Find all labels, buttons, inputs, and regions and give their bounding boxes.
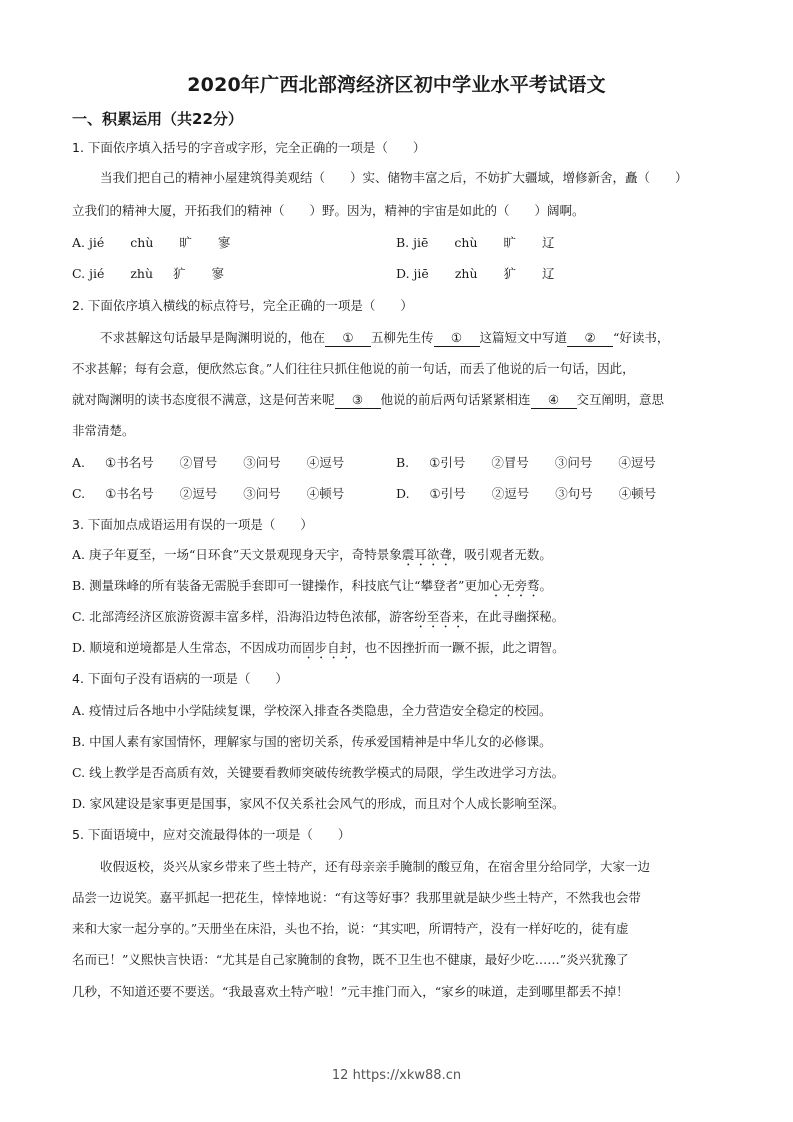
- question-1-stem: 1. 下面依序填入括号的字音或字形，完全正确的一项是（ ）: [72, 140, 426, 155]
- question-2-option-c[interactable]: [72, 486, 344, 502]
- question-2-passage-line-1: [100, 330, 669, 347]
- option-item: 犷: [173, 266, 186, 281]
- option-item: ③句号: [555, 486, 593, 501]
- option-item: chù: [454, 235, 478, 250]
- question-4-stem: 4. 下面句子没有语病的一项是（ ）: [72, 671, 288, 686]
- question-4-option-b[interactable]: [72, 734, 552, 750]
- blank-3: ③: [335, 392, 381, 409]
- option-item: 辽: [542, 235, 555, 250]
- option-label: B.: [72, 734, 86, 749]
- passage-text: 就对陶渊明的读书态度很不满意，这是何苦来呢: [72, 392, 335, 407]
- question-3-option-b[interactable]: [72, 578, 552, 600]
- option-text: 顺境和逆境都是人生常态，不因成功而: [89, 640, 303, 655]
- option-item: ①书名号: [105, 486, 154, 501]
- option-item: ①引号: [429, 455, 466, 470]
- option-item: 犷: [503, 266, 516, 281]
- option-text: ，在此寻幽探秘。: [464, 609, 565, 624]
- document-title: 2020年广西北部湾经济区初中学业水平考试语文: [187, 74, 606, 96]
- option-label: C.: [72, 765, 86, 780]
- option-label: D.: [72, 796, 86, 811]
- question-2-option-b[interactable]: [396, 455, 656, 471]
- option-item: ③问号: [554, 455, 593, 470]
- option-label: A.: [72, 703, 86, 718]
- option-item: 旷: [179, 235, 192, 250]
- question-2-passage-line-2: 不求甚解；每有会意，便欣然忘食。”人们往往只抓住他说的前一句话，而丢了他说的后一句话，因此，: [72, 361, 635, 376]
- option-text: 测量珠峰的所有装备无需脱手套即可一键操作，科技底气让“攀登者”更加: [89, 578, 490, 593]
- option-item: ②冒号: [491, 455, 529, 470]
- question-1-option-b[interactable]: [396, 235, 555, 251]
- option-label: A.: [72, 455, 86, 470]
- option-text: ，吸引观者无数。: [451, 547, 552, 562]
- option-label: A.: [72, 547, 86, 562]
- dotted-idiom: 纷至沓来: [414, 609, 465, 624]
- option-text: 。: [539, 578, 552, 593]
- option-text: 家风建设是家事更是国事，家风不仅关系社会风气的形成，而且对个人成长影响至深。: [89, 796, 565, 811]
- option-item: ④顿号: [618, 486, 657, 501]
- passage-text: 五柳先生传: [371, 330, 434, 345]
- option-item: ②逗号: [491, 486, 530, 501]
- question-5-passage-line-1: 收假返校，炎兴从家乡带来了些土特产，还有母亲亲手腌制的酸豆角，在宿舍里分给同学，大家一边: [100, 859, 651, 874]
- option-label: A.: [72, 235, 86, 250]
- option-item: 旷: [503, 235, 517, 250]
- option-item: jiē: [413, 235, 429, 250]
- option-item: ③问号: [243, 486, 281, 501]
- dotted-idiom: 心无旁骛: [489, 578, 540, 593]
- option-item: jiē: [413, 266, 429, 281]
- option-text: 庚子年夏至，一场“日环食”天文景观现身天宇，奇特景象: [89, 547, 402, 562]
- option-text: ，也不因挫折而一蹶不振，此之谓智。: [352, 640, 565, 655]
- option-item: ①引号: [429, 486, 466, 501]
- question-5-passage-line-4: 名而已！”义熙快言快语：“尤其是自己家腌制的食物，既不卫生也不健康，最好少吃……”炎兴犹豫了: [72, 952, 629, 967]
- question-4-option-c[interactable]: [72, 765, 564, 781]
- question-2-passage-line-3: [72, 392, 664, 409]
- section-heading: 一、积累运用（共22分）: [72, 110, 243, 128]
- blank-4: ④: [531, 392, 577, 409]
- passage-text: 他说的前后两句话紧紧相连: [380, 392, 531, 407]
- option-item: ③问号: [243, 455, 281, 470]
- option-label: D.: [396, 266, 410, 281]
- option-item: ④顿号: [306, 486, 345, 501]
- question-3-option-d[interactable]: [72, 640, 565, 662]
- option-text: 中国人素有家国情怀，理解家与国的密切关系，传承爱国精神是中华儿女的必修课。: [89, 734, 552, 749]
- option-label: C.: [72, 266, 86, 281]
- question-1-option-a[interactable]: [72, 235, 230, 251]
- dotted-idiom: 固步自封: [302, 640, 353, 655]
- blank-2: ②: [567, 330, 613, 347]
- passage-text: 交互阐明，意思: [576, 392, 665, 407]
- question-4-option-d[interactable]: [72, 796, 565, 812]
- option-item: jié: [89, 266, 105, 281]
- question-5-stem: 5. 下面语境中，应对交流最得体的一项是（ ）: [72, 827, 351, 842]
- option-text: 线上教学是否高质有效，关键要看教师突破传统教学模式的局限，学生改进学习方法。: [89, 765, 565, 780]
- question-2-stem: 2. 下面依序填入横线的标点符号，完全正确的一项是（ ）: [72, 298, 413, 313]
- option-label: C.: [72, 486, 86, 501]
- dotted-idiom: 震耳欲聋: [401, 547, 452, 562]
- question-5-passage-line-2: 品尝一边说笑。嘉平抓起一把花生，悻悻地说：“有这等好事？我那里就是缺少些土特产，不然我也会带: [72, 890, 641, 905]
- question-3-stem: 3. 下面加点成语运用有误的一项是（ ）: [72, 517, 313, 532]
- option-item: zhù: [130, 266, 154, 281]
- option-item: 寥: [217, 235, 231, 250]
- question-3-option-a[interactable]: [72, 547, 552, 569]
- option-item: 寥: [211, 266, 225, 281]
- blank-1: ①: [325, 330, 371, 347]
- option-label: C.: [72, 609, 86, 624]
- option-label: B.: [396, 235, 410, 250]
- option-text: 疫情过后各地中小学陆续复课，学校深入排查各类隐患，全力营造安全稳定的校园。: [89, 703, 552, 718]
- question-5-passage-line-5: 几秒，不知道还要不要送。“我最喜欢土特产啦！”元丰推门而入，“家乡的味道，走到哪里都丢不掉！: [72, 984, 629, 999]
- question-5-passage-line-3: 来和大家一起分享的。”天册坐在床沿，头也不抬，说：“其实吧，所谓特产，没有一样好吃的，徒有虚: [72, 921, 629, 936]
- passage-text: 不求甚解这句话最早是陶渊明说的，他在: [100, 330, 326, 345]
- option-label: B.: [396, 455, 410, 470]
- option-item: chù: [130, 235, 154, 250]
- option-label: D.: [396, 486, 410, 501]
- option-item: 辽: [541, 266, 555, 281]
- option-item: ②冒号: [179, 455, 218, 470]
- option-label: D.: [72, 640, 86, 655]
- question-1-option-c[interactable]: [72, 266, 224, 282]
- question-2-option-d[interactable]: [396, 486, 656, 502]
- option-label: B.: [72, 578, 86, 593]
- option-item: ④逗号: [306, 455, 345, 470]
- question-1-option-d[interactable]: [396, 266, 555, 282]
- option-item: jié: [89, 235, 105, 250]
- option-text: 北部湾经济区旅游资源丰富多样，沿海沿边特色浓郁，游客: [89, 609, 415, 624]
- passage-text: 这篇短文中写道: [479, 330, 568, 345]
- option-item: ②逗号: [179, 486, 218, 501]
- question-2-passage-line-4: 非常清楚。: [72, 423, 135, 438]
- passage-text: “好读书，: [613, 330, 670, 345]
- question-4-option-a[interactable]: [72, 703, 552, 719]
- question-2-option-a[interactable]: [72, 455, 344, 471]
- option-item: zhù: [454, 266, 478, 281]
- page-footer: 12 https://xkw88.cn: [331, 1068, 462, 1083]
- option-item: ④逗号: [618, 455, 656, 470]
- question-3-option-c[interactable]: [72, 609, 564, 631]
- blank-1b: ①: [434, 330, 480, 347]
- question-1-passage-line-2: 立我们的精神大厦，开拓我们的精神（ ）野。因为，精神的宇宙是如此的（ ）阔啊。: [72, 203, 585, 218]
- option-item: ①书名号: [105, 455, 154, 470]
- question-1-passage-line-1: 当我们把自己的精神小屋建筑得美观结（ ）实、储物丰富之后，不妨扩大疆域，增修新舍，矗（ ）: [100, 170, 688, 185]
